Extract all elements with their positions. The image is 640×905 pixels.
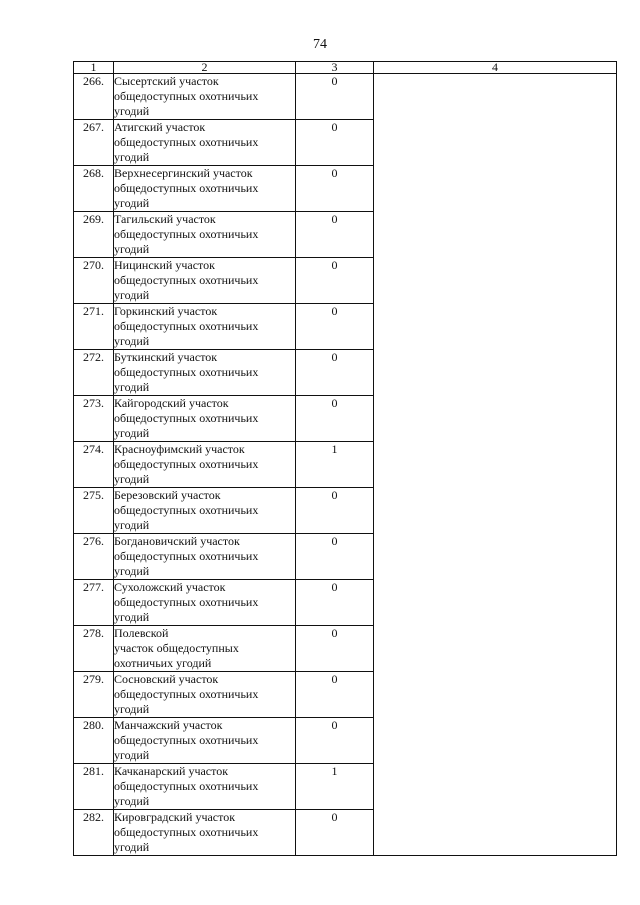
column-header-1: 1 [74, 62, 114, 74]
area-name-line: общедоступных охотничьих [114, 825, 259, 839]
area-name-cell [114, 672, 296, 718]
area-name-line: угодий [114, 104, 150, 118]
area-name-line: угодий [114, 150, 150, 164]
value-cell: 0 [296, 580, 374, 626]
value-cell: 0 [296, 626, 374, 672]
area-name-line: Сухоложский участок [114, 580, 226, 594]
area-name-line: Атигский участок [114, 120, 206, 134]
area-name-line: Березовский участок [114, 488, 221, 502]
area-name-cell [114, 718, 296, 764]
area-name-line: участок общедоступных [114, 641, 239, 655]
row-number: 276. [74, 534, 114, 580]
area-name-line: Красноуфимский участок [114, 442, 245, 456]
document-table [73, 61, 617, 856]
area-name-cell [114, 626, 296, 672]
value-cell: 0 [296, 488, 374, 534]
value-cell: 1 [296, 442, 374, 488]
area-name-line: угодий [114, 472, 150, 486]
area-name-line: угодий [114, 610, 150, 624]
area-name-cell [114, 810, 296, 856]
area-name-line: угодий [114, 334, 150, 348]
area-name-cell [114, 212, 296, 258]
row-number: 274. [74, 442, 114, 488]
area-name-line: угодий [114, 426, 150, 440]
value-cell: 0 [296, 74, 374, 120]
table-header-row [74, 62, 617, 74]
area-name-cell [114, 534, 296, 580]
area-name-line: угодий [114, 242, 150, 256]
area-name-line: Сысертский участок [114, 74, 219, 88]
row-number: 277. [74, 580, 114, 626]
area-name-line: Полевской [114, 626, 169, 640]
area-name-line: угодий [114, 748, 150, 762]
area-name-line: охотничьих угодий [114, 656, 212, 670]
value-cell: 0 [296, 304, 374, 350]
row-number: 272. [74, 350, 114, 396]
page-number: 74 [313, 37, 327, 52]
area-name-cell [114, 350, 296, 396]
area-name-line: угодий [114, 794, 150, 808]
value-cell: 0 [296, 258, 374, 304]
area-name-line: Сосновский участок [114, 672, 219, 686]
area-name-line: общедоступных охотничьих [114, 181, 259, 195]
area-name-line: Качканарский участок [114, 764, 229, 778]
area-name-cell [114, 166, 296, 212]
area-name-line: угодий [114, 840, 150, 854]
area-name-line: Тагильский участок [114, 212, 216, 226]
row-number: 269. [74, 212, 114, 258]
value-cell: 0 [296, 672, 374, 718]
area-name-line: угодий [114, 702, 150, 716]
row-number: 268. [74, 166, 114, 212]
area-name-cell [114, 258, 296, 304]
value-cell: 0 [296, 350, 374, 396]
column-header-4: 4 [374, 62, 617, 74]
row-number: 267. [74, 120, 114, 166]
value-cell: 1 [296, 764, 374, 810]
area-name-cell [114, 764, 296, 810]
value-cell: 0 [296, 396, 374, 442]
area-name-line: Ницинский участок [114, 258, 215, 272]
area-name-line: общедоступных охотничьих [114, 779, 259, 793]
area-name-line: угодий [114, 380, 150, 394]
area-name-line: Богдановичский участок [114, 534, 240, 548]
row-number: 270. [74, 258, 114, 304]
area-name-line: угодий [114, 196, 150, 210]
area-name-line: общедоступных охотничьих [114, 595, 259, 609]
area-name-line: общедоступных охотничьих [114, 457, 259, 471]
value-cell: 0 [296, 166, 374, 212]
area-name-line: общедоступных охотничьих [114, 687, 259, 701]
area-name-line: угодий [114, 564, 150, 578]
area-name-line: Кайгородский участок [114, 396, 229, 410]
area-name-line: общедоступных охотничьих [114, 549, 259, 563]
value-cell: 0 [296, 534, 374, 580]
area-name-line: общедоступных охотничьих [114, 227, 259, 241]
area-name-cell [114, 488, 296, 534]
area-name-line: Манчажский участок [114, 718, 223, 732]
area-name-line: общедоступных охотничьих [114, 503, 259, 517]
table-body [74, 74, 617, 856]
area-name-cell [114, 304, 296, 350]
area-name-line: общедоступных охотничьих [114, 733, 259, 747]
row-number: 278. [74, 626, 114, 672]
row-number: 275. [74, 488, 114, 534]
area-name-line: Кировградский участок [114, 810, 236, 824]
value-cell: 0 [296, 120, 374, 166]
value-cell: 0 [296, 718, 374, 764]
column-header-3: 3 [296, 62, 374, 74]
area-name-line: общедоступных охотничьих [114, 135, 259, 149]
area-name-cell [114, 396, 296, 442]
area-name-line: общедоступных охотничьих [114, 89, 259, 103]
row-number: 280. [74, 718, 114, 764]
area-name-cell [114, 442, 296, 488]
row-number: 273. [74, 396, 114, 442]
area-name-line: общедоступных охотничьих [114, 365, 259, 379]
value-cell: 0 [296, 212, 374, 258]
area-name-cell [114, 74, 296, 120]
area-name-line: Верхнесергинский участок [114, 166, 253, 180]
area-name-line: угодий [114, 518, 150, 532]
column-header-2: 2 [114, 62, 296, 74]
area-name-line: угодий [114, 288, 150, 302]
row-number: 279. [74, 672, 114, 718]
row-number: 282. [74, 810, 114, 856]
notes-cell [374, 74, 617, 856]
area-name-line: общедоступных охотничьих [114, 411, 259, 425]
area-name-cell [114, 580, 296, 626]
table-row [74, 74, 617, 120]
row-number: 281. [74, 764, 114, 810]
area-name-line: общедоступных охотничьих [114, 273, 259, 287]
value-cell: 0 [296, 810, 374, 856]
area-name-cell [114, 120, 296, 166]
area-name-line: Буткинский участок [114, 350, 218, 364]
row-number: 266. [74, 74, 114, 120]
area-name-line: Горкинский участок [114, 304, 218, 318]
row-number: 271. [74, 304, 114, 350]
area-name-line: общедоступных охотничьих [114, 319, 259, 333]
